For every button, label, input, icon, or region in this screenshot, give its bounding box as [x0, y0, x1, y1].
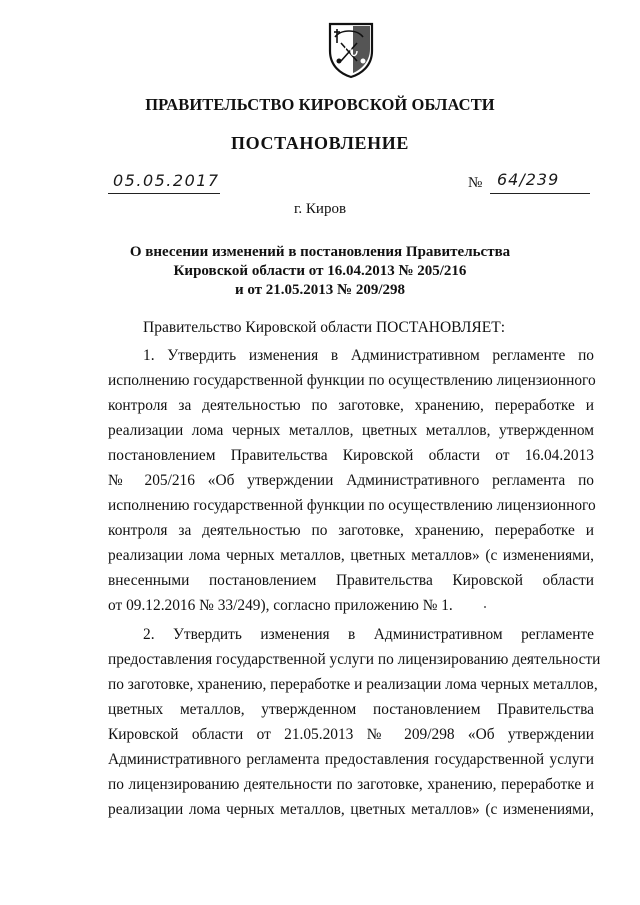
body-line: по заготовке, хранению, переработке и реализации лома черных металлов,	[108, 676, 598, 693]
title-line: Кировской области от 16.04.2013 № 205/216	[173, 263, 467, 279]
document-number: 64/239	[497, 170, 560, 189]
document-title	[120, 243, 520, 300]
date-underline	[108, 193, 220, 194]
body-line: 1. Утвердить изменения в Административном регламенте по	[143, 347, 594, 364]
body-line: контроля за деятельностью по заготовке, хранению, переработке и	[108, 522, 594, 539]
body-line: № 205/216 «Об утверждении Административного регламента по	[108, 472, 594, 489]
coat-of-arms-emblem	[327, 21, 375, 79]
government-name: ПРАВИТЕЛЬСТВО КИРОВСКОЙ ОБЛАСТИ	[145, 95, 495, 114]
document-date: 05.05.2017	[113, 171, 220, 190]
body-line: контроля за деятельностью по заготовке, хранению, переработке и	[108, 397, 594, 414]
title-line: О внесении изменений в постановления Правительства	[129, 244, 511, 260]
number-sign: №	[468, 175, 483, 191]
title-line: и от 21.05.2013 № 209/298	[234, 282, 406, 298]
body-line: от 09.12.2016 № 33/249), согласно приложению № 1.	[108, 597, 453, 614]
body-line: по лицензированию деятельности по заготовке, хранению, переработке и	[108, 776, 594, 793]
body-line: внесенными постановлением Правительства Кировской области	[108, 572, 594, 589]
body-line: цветных металлов, утвержденном постановлением Правительства	[108, 701, 594, 718]
body-line: 2. Утвердить изменения в Административном регламенте	[143, 626, 594, 643]
body-line: исполнению государственной функции по осуществлению лицензионного	[108, 372, 596, 389]
number-underline	[490, 193, 590, 194]
city: г. Киров	[293, 201, 347, 217]
stray-mark	[484, 606, 486, 608]
document-type: ПОСТАНОВЛЕНИЕ	[231, 133, 409, 153]
lead-paragraph: Правительство Кировской области ПОСТАНОВЛЯЕТ:	[143, 319, 506, 336]
body-line: реализации лома черных металлов, цветных металлов» (с изменениями,	[108, 801, 594, 818]
body-line: Административного регламента предоставления государственной услуги	[108, 751, 594, 768]
body-line: реализации лома черных металлов, цветных металлов» (с изменениями,	[108, 547, 594, 564]
body-line: Кировской области от 21.05.2013 № 209/298 «Об утверждении	[108, 726, 594, 743]
body-line: постановлением Правительства Кировской области от 16.04.2013	[108, 447, 594, 464]
body-line: предоставления государственной услуги по лицензированию деятельности	[108, 651, 601, 668]
body-line: исполнению государственной функции по осуществлению лицензионного	[108, 497, 596, 514]
body-line: реализации лома черных металлов, цветных металлов, утвержденном	[108, 422, 594, 439]
